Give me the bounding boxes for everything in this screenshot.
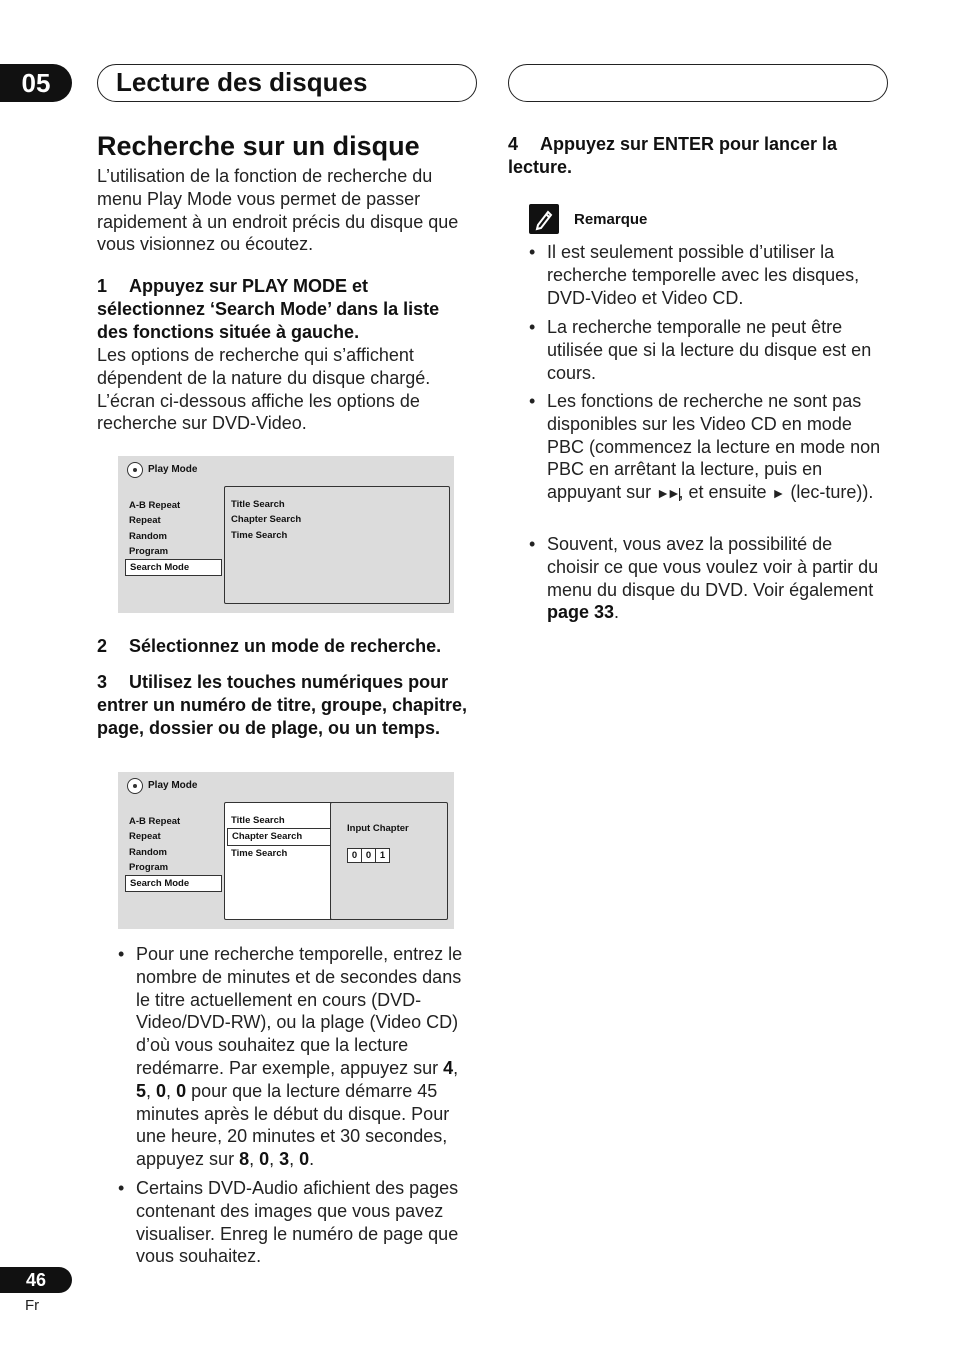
bullet-text: Les fonctions de recherche ne sont pas disponibles sur les Video CD en mode PBC (commencez la lecture en mode non PBC en arrêtant la lecture, puis en appuyant sur <box>547 391 881 503</box>
function-menu <box>125 498 222 576</box>
digit-box: 0 <box>361 848 376 863</box>
key-label: 5 <box>136 1080 147 1101</box>
section-title: Recherche sur un disque <box>97 131 420 161</box>
input-panel <box>330 802 448 920</box>
step-4-number: 4 <box>508 134 519 154</box>
option-item-selected: Chapter Search <box>227 828 333 845</box>
option-item: Chapter Search <box>231 514 302 526</box>
menu-item: Repeat <box>129 515 161 527</box>
play-mode-screen-2 <box>118 772 454 929</box>
bullet-text: La recherche temporalle ne peut être utilisée que si la lecture du disque est en cours. <box>547 317 872 383</box>
bullet-dot: • <box>118 1178 125 1198</box>
note-label: Remarque <box>574 211 648 228</box>
key-label: 8 <box>239 1149 250 1170</box>
options-panel <box>224 802 336 920</box>
key-label: 4 <box>443 1057 454 1078</box>
option-item: Title Search <box>231 499 285 510</box>
search-options <box>227 813 333 861</box>
bullet-text: , et ensuite <box>678 482 772 503</box>
step-2 <box>97 635 477 658</box>
chapter-title: Lecture des disques <box>116 67 368 97</box>
bullet-dot: • <box>529 391 536 411</box>
note-bullet-3 <box>529 390 887 505</box>
next-track-icon: ►►| <box>656 485 679 502</box>
search-options <box>227 497 301 543</box>
step-2-number: 2 <box>97 636 108 656</box>
options-panel <box>224 486 450 604</box>
screen-title: Play Mode <box>148 464 198 475</box>
section-intro: L’utilisation de la fonction de recherche du menu Play Mode vous permet de passer rapidement à un endroit précis du disque que vous visionnez ou écoutez. <box>97 166 459 255</box>
menu-item-selected: Search Mode <box>125 875 222 892</box>
key-label: 3 <box>279 1149 290 1170</box>
screen-title: Play Mode <box>148 780 198 791</box>
note-bullet-2 <box>529 316 887 384</box>
note-bullet-1 <box>529 241 887 309</box>
menu-item: A-B Repeat <box>129 500 181 511</box>
bullet-dot: • <box>529 242 536 262</box>
note-bullet-4 <box>529 533 887 624</box>
input-label <box>343 821 409 836</box>
disc-icon <box>127 778 143 794</box>
step-3-number: 3 <box>97 672 108 692</box>
step-1-body: Les options de recherche qui s’affichent dépendent de la nature du disque chargé. L’écran ci-dessous affiche les options de recherche sur DVD-Video. <box>97 345 431 434</box>
play-icon: ► <box>771 485 786 502</box>
function-menu <box>125 814 222 892</box>
bullet-dot: • <box>529 317 536 337</box>
play-mode-screen-1 <box>118 456 454 613</box>
left-bullet-1: • Pour une recherche temporelle, entrez le nombre de minutes et de secondes dans le titre actuellement en cours (DVD-Video/DVD-RW), ou la plage (Video CD) d’où vous souhaitez que la lecture redémarre. Par exemple, appuyez sur 4, 5, 0, 0 pour que la lecture démarre 45 minutes après le début du disque. Pour une heure, 20 minutes et 30 secondes, appuyez sur 8, 0, 3, 0. <box>118 944 463 1170</box>
key-label: 0 <box>259 1149 270 1170</box>
menu-item: A-B Repeat <box>129 816 181 827</box>
menu-item-selected: Search Mode <box>125 559 222 576</box>
bullet-text: Souvent, vous avez la possibilité de choisir ce que vous voulez voir à partir du menu du disque du DVD. Voir également <box>547 534 879 600</box>
page-reference: page 33 <box>547 602 615 623</box>
page-number: 46 <box>0 1267 72 1293</box>
step-3-text: Utilisez les touches numériques pour entrer un numéro de titre, groupe, chapitre, page, dossier ou de plage, ou un temps. <box>97 672 468 738</box>
step-1-number: 1 <box>97 276 108 296</box>
key-label: 0 <box>156 1080 167 1101</box>
step-1-text: Appuyez sur PLAY MODE et sélectionnez ‘Search Mode’ dans la liste des fonctions située à gauche. <box>97 276 440 342</box>
bullet-text: Pour une recherche temporelle, entrez le nombre de minutes et de secondes dans le titre actuellement en cours (DVD-Video/DVD-RW), ou la plage (Video CD) d’où vous souhaitez que la lecture redémarre. Par exemple, appuyez sur <box>136 944 463 1078</box>
step-1 <box>97 275 467 344</box>
chapter-number-badge: 05 <box>0 64 72 102</box>
option-item: Time Search <box>231 529 288 541</box>
bullet-dot: • <box>529 534 536 554</box>
bullet-text: Certains DVD-Audio afichient des pages contenant des images que vous pavez visualiser. Enreg le numéro de page que vous souhaitez. <box>136 1178 459 1267</box>
step-2-text: Sélectionnez un mode de recherche. <box>129 636 442 656</box>
bullet-text: pour que la lecture démarre 45 minutes après le début du disque. Pour une heure, 20 minutes et 30 secondes, appuyez sur <box>136 1080 450 1170</box>
bullet-dot: • <box>118 944 125 964</box>
language-code: Fr <box>25 1297 40 1314</box>
key-label: 0 <box>176 1080 187 1101</box>
bullet-text: (lec-ture)). <box>785 482 874 503</box>
pencil-icon <box>529 204 559 234</box>
menu-item: Random <box>129 530 167 542</box>
menu-item: Repeat <box>129 831 161 843</box>
option-item: Time Search <box>231 847 288 859</box>
menu-item: Program <box>129 545 169 557</box>
digit-box: 0 <box>347 848 362 863</box>
header-right-frame <box>508 64 888 102</box>
digit-box: 1 <box>375 848 390 863</box>
digit-entry <box>347 845 389 863</box>
key-label: 0 <box>299 1149 310 1170</box>
input-label-text: Input Chapter <box>347 823 409 834</box>
step-4 <box>508 133 880 179</box>
disc-icon <box>127 462 143 478</box>
left-bullet-2 <box>118 1177 478 1268</box>
menu-item: Program <box>129 861 169 873</box>
bullet-text: Il est seulement possible d’utiliser la recherche temporelle avec les disques, DVD-Video et Video CD. <box>547 242 860 308</box>
option-item: Title Search <box>231 815 285 826</box>
menu-item: Random <box>129 846 167 858</box>
step-3 <box>97 671 469 740</box>
bullet-text: . <box>614 602 620 623</box>
step-4-text: Appuyez sur ENTER pour lancer la lecture. <box>508 134 838 177</box>
